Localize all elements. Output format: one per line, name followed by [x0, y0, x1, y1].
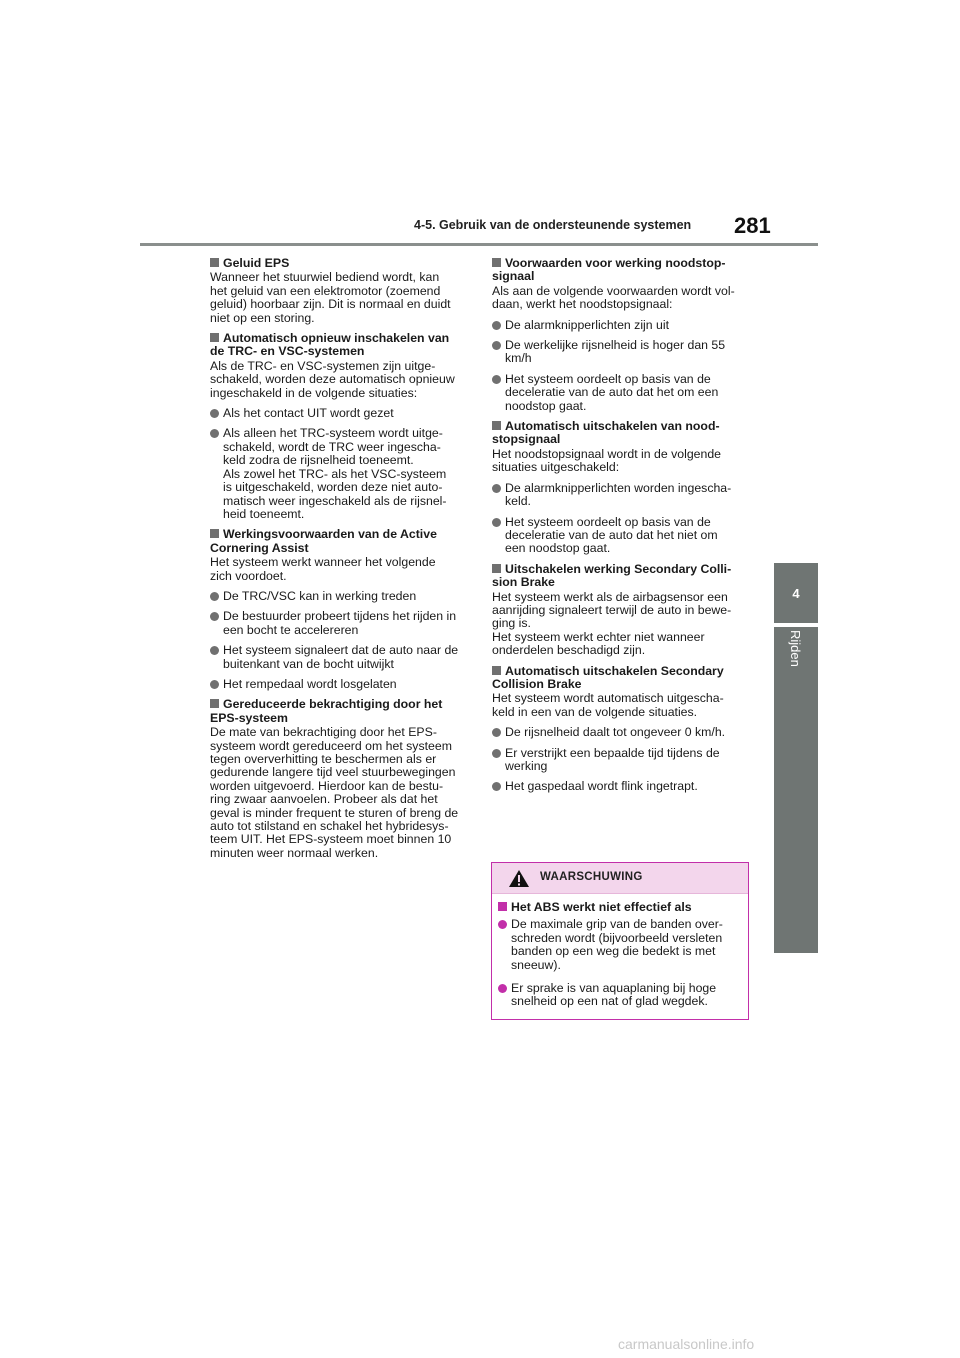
list-item: De werkelijke rijsnelheid is hoger dan 55 km/h	[492, 339, 750, 366]
circle-bullet-icon	[498, 984, 507, 993]
section-heading: Voorwaarden voor werking noodstop- signaal	[492, 256, 726, 284]
square-bullet-icon	[210, 333, 219, 342]
section-heading: Uitschakelen werking Secondary Colli- sion Brake	[492, 561, 732, 590]
warning-header	[492, 863, 748, 894]
list-item: Het gaspedaal wordt flink ingetrapt.	[492, 780, 750, 793]
section-header-title: 4-5. Gebruik van de ondersteunende systemen	[414, 218, 692, 232]
section-active-cornering	[210, 528, 468, 691]
circle-bullet-icon	[210, 612, 219, 621]
list-item: De bestuurder probeert tijdens het rijden in een bocht te accelereren	[210, 610, 468, 637]
section-heading: Werkingsvoorwaarden van de Active Cornering Assist	[210, 527, 437, 555]
list-item: Er verstrijkt een bepaalde tijd tijdens de werking	[492, 747, 750, 774]
paragraph: Wanneer het stuurwiel bediend wordt, kan het geluid van een elektromotor (zoemend geluid) hoorbaar zijn. Dit is normaal en duidt niet op een storing.	[210, 270, 451, 325]
warning-title: WAARSCHUWING	[540, 871, 643, 883]
circle-bullet-icon	[492, 484, 501, 493]
circle-bullet-icon	[210, 429, 219, 438]
warning-body	[492, 894, 748, 1009]
circle-bullet-icon	[210, 680, 219, 689]
circle-bullet-icon	[492, 321, 501, 330]
list-item: Het systeem oordeelt op basis van de deceleratie van de auto dat het niet om een noodstop gaat.	[492, 516, 750, 556]
warning-triangle-icon	[508, 869, 530, 888]
square-bullet-icon	[210, 529, 219, 538]
list-item: Er sprake is van aquaplaning bij hoge snelheid op een nat of glad wegdek.	[498, 982, 740, 1009]
list-item: Het systeem signaleert dat de auto naar de buitenkant van de bocht uitwijkt	[210, 644, 468, 671]
section-heading: Geluid EPS	[210, 257, 468, 270]
paragraph: De mate van bekrachtiging door het EPS- systeem wordt gereduceerd om het systeem tegen oververhitting te beschermen als er gedurende langere tijd veel stuurbewegingen worden uitgevoerd. Hierdoor kan de bestu- ring zwaar aanvoelen. Probeer als dat het geval is minder frequent te sturen of breng de auto tot stilstand en schakel het hybridesys- teem UIT. Het EPS-systeem moet binnen 10 minuten weer normaal werken.	[210, 725, 459, 860]
section-heading: Automatisch uitschakelen van nood- stopsignaal	[492, 419, 720, 447]
section-secondary-collision-brake-auto	[492, 665, 750, 794]
paragraph: Het systeem wordt automatisch uitgescha- keld in een van de volgende situaties.	[492, 691, 724, 719]
section-heading: Automatisch uitschakelen Secondary Collision Brake	[492, 663, 724, 691]
section-noodstop-uitschakelen	[492, 420, 750, 556]
right-column	[492, 257, 750, 801]
chapter-label: Rijden	[788, 630, 803, 667]
square-bullet-icon	[492, 421, 501, 430]
list-item: Als het contact UIT wordt gezet	[210, 407, 468, 420]
section-heading: Automatisch opnieuw inschakelen van de TRC- en VSC-systemen	[210, 331, 450, 359]
section-trc-vsc	[210, 332, 468, 521]
section-secondary-collision-brake	[492, 563, 750, 658]
circle-bullet-icon	[210, 646, 219, 655]
chapter-tab: 4	[774, 563, 818, 623]
square-bullet-icon	[492, 666, 501, 675]
circle-bullet-icon	[492, 341, 501, 350]
paragraph: Het systeem werkt als de airbagsensor een aanrijding signaleert terwijl de auto in bewe- ging is. Het systeem werkt echter niet wanneer onderdelen beschadigd zijn.	[492, 589, 732, 658]
square-bullet-icon	[492, 564, 501, 573]
section-eps-reduced	[210, 698, 468, 860]
circle-bullet-icon	[492, 782, 501, 791]
section-noodstop-voorwaarden	[492, 257, 750, 413]
watermark: carmanualsonline.info	[618, 1336, 755, 1352]
list-item: De alarmknipperlichten zijn uit	[492, 319, 750, 332]
square-bullet-icon	[210, 258, 219, 267]
circle-bullet-icon	[210, 409, 219, 418]
section-heading: Gereduceerde bekrachtiging door het EPS-systeem	[210, 697, 443, 725]
paragraph: Het systeem werkt wanneer het volgende zich voordoet.	[210, 555, 436, 583]
paragraph: Het noodstopsignaal wordt in de volgende situaties uitgeschakeld:	[492, 446, 722, 475]
list-item: De TRC/VSC kan in werking treden	[210, 590, 468, 603]
square-bullet-icon	[498, 902, 507, 911]
circle-bullet-icon	[492, 749, 501, 758]
warning-heading: Het ABS werkt niet effectief als	[498, 901, 740, 914]
list-item: De alarmknipperlichten worden ingescha- keld.	[492, 482, 750, 509]
square-bullet-icon	[492, 258, 501, 267]
paragraph: Als aan de volgende voorwaarden wordt vol- daan, werkt het noodstopsignaal:	[492, 283, 735, 312]
left-column	[210, 257, 468, 867]
list-item: Het systeem oordeelt op basis van de deceleratie van de auto dat het om een noodstop gaat.	[492, 373, 750, 413]
section-geluid-eps	[210, 257, 468, 325]
list-item: Het rempedaal wordt losgelaten	[210, 678, 468, 691]
square-bullet-icon	[210, 699, 219, 708]
page-number: 281	[734, 213, 771, 238]
circle-bullet-icon	[492, 518, 501, 527]
chapter-sidebar	[774, 627, 818, 953]
circle-bullet-icon	[492, 375, 501, 384]
header-divider	[140, 243, 818, 246]
circle-bullet-icon	[498, 920, 507, 929]
circle-bullet-icon	[210, 592, 219, 601]
list-item: De rijsnelheid daalt tot ongeveer 0 km/h.	[492, 726, 750, 739]
list-item: De maximale grip van de banden over- schreden wordt (bijvoorbeeld versleten banden op een weg die bedekt is met sneeuw).	[498, 918, 740, 972]
paragraph: Als de TRC- en VSC-systemen zijn uitge- schakeld, worden deze automatisch opnieuw ingeschakeld in de volgende situaties:	[210, 358, 455, 400]
circle-bullet-icon	[492, 728, 501, 737]
warning-box	[491, 862, 749, 1020]
list-item: Als alleen het TRC-systeem wordt uitge- schakeld, wordt de TRC weer ingescha- keld zodra de rijsnelheid toeneemt. Als zowel het TRC- als het VSC-systeem is uitgeschakeld, worden deze niet auto- matisch weer ingeschakeld als de rijsnel- heid toeneemt.	[210, 427, 468, 521]
